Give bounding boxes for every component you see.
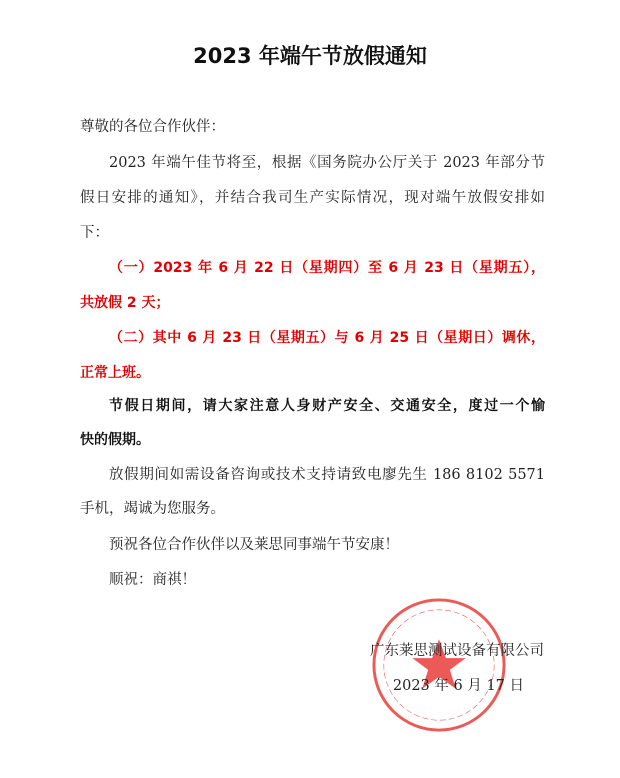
intro-line: 假日安排的通知》，并结合我司生产实际情况，现对端午放假安排如 (80, 190, 545, 206)
greeting: 尊敬的各位合作伙伴： (80, 119, 225, 135)
company-signature: 广东莱思测试设备有限公司 (370, 643, 544, 659)
safety-notice: 节假日期间，请大家注意人身财产安全、交通安全，度过一个愉 (109, 398, 545, 414)
schedule-item-1: （一）2023 年 6 月 22 日（星期四）至 6 月 23 日（星期五）， (109, 260, 545, 276)
schedule-item-2: （二）其中 6 月 23 日（星期五）与 6 月 25 日（星期日）调休， (109, 330, 545, 346)
intro-line: 下： (80, 225, 109, 241)
closing: 顺祝：商祺！ (109, 572, 196, 588)
schedule-item-1: 共放假 2 天； (80, 295, 170, 311)
wishes: 预祝各位合作伙伴以及莱思同事端午节安康！ (109, 537, 399, 553)
safety-notice: 快的假期。 (80, 432, 150, 448)
signature-date: 2023 年 6 月 17 日 (392, 678, 524, 694)
schedule-item-2: 正常上班。 (80, 365, 150, 381)
page-title: 2023 年端午节放假通知 (193, 44, 427, 68)
intro-line: 2023 年端午佳节将至，根据《国务院办公厅关于 2023 年部分节 (109, 155, 545, 171)
contact-info: 放假期间如需设备咨询或技术支持请致电廖先生 186 8102 5571 (109, 467, 545, 483)
contact-info: 手机，竭诚为您服务。 (80, 501, 225, 517)
company-seal (370, 596, 508, 734)
